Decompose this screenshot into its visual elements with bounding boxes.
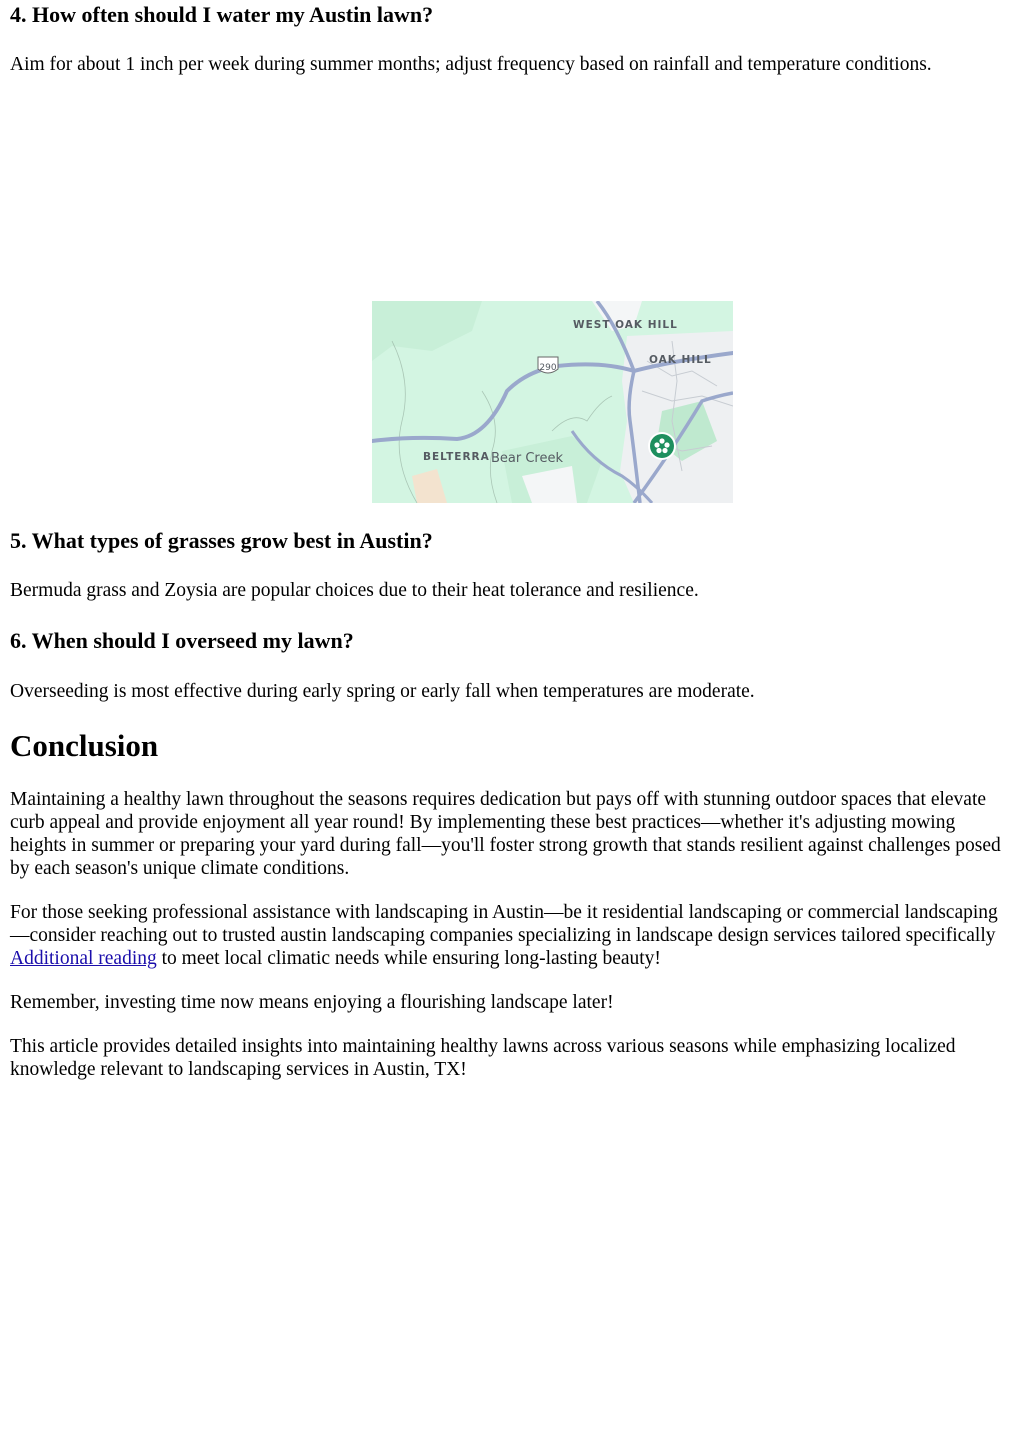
faq-question-4: 4. How often should I water my Austin lawn?	[10, 2, 434, 27]
conclusion-paragraph-2-text-b: to meet local climatic needs while ensuring long-lasting beauty!	[156, 948, 661, 969]
additional-reading-link[interactable]: Additional reading	[10, 948, 157, 969]
conclusion-heading: Conclusion	[10, 728, 159, 763]
map-label-bear-creek: Bear Creek	[491, 451, 564, 466]
map-label-west-oak-hill: WEST OAK HILL	[573, 319, 678, 331]
flower-pin-icon[interactable]	[648, 432, 676, 460]
location-map[interactable]	[372, 301, 733, 503]
faq-answer-4: Aim for about 1 inch per week during summer months; adjust frequency based on rainfall and temperature conditions.	[10, 54, 932, 75]
faq-answer-5: Bermuda grass and Zoysia are popular choices due to their heat tolerance and resilience.	[10, 580, 699, 601]
conclusion-paragraph-2-text-a: For those seeking professional assistance with landscaping in Austin—be it residential landscaping or commercial landscaping—consider reaching out to trusted austin landscaping companies specializing in landscape design services tailored specifically	[10, 902, 998, 946]
highway-290-shield	[538, 357, 558, 373]
conclusion-paragraph-1: Maintaining a healthy lawn throughout the seasons requires dedication but pays off with stunning outdoor spaces that elevate curb appeal and provide enjoyment all year round! By implementing these best practices—whether it's adjusting mowing heights in summer or preparing your yard during fall—you'll foster strong growth that stands resilient against challenges posed by each season's unique climate conditions.	[10, 789, 1001, 879]
conclusion-paragraph-3: Remember, investing time now means enjoying a flourishing landscape later!	[10, 992, 614, 1013]
faq-question-5: 5. What types of grasses grow best in Austin?	[10, 528, 433, 553]
faq-answer-6: Overseeding is most effective during early spring or early fall when temperatures are moderate.	[10, 681, 755, 702]
faq-question-6: 6. When should I overseed my lawn?	[10, 628, 354, 653]
map-canvas	[372, 301, 733, 503]
map-label-belterra: BELTERRA	[423, 451, 490, 463]
conclusion-paragraph-2	[10, 901, 1014, 970]
highway-290-label: 290	[539, 363, 557, 373]
conclusion-paragraph-4: This article provides detailed insights into maintaining healthy lawns across various seasons while emphasizing localized knowledge relevant to landscaping services in Austin, TX!	[10, 1036, 956, 1080]
map-label-oak-hill: OAK HILL	[649, 354, 712, 366]
